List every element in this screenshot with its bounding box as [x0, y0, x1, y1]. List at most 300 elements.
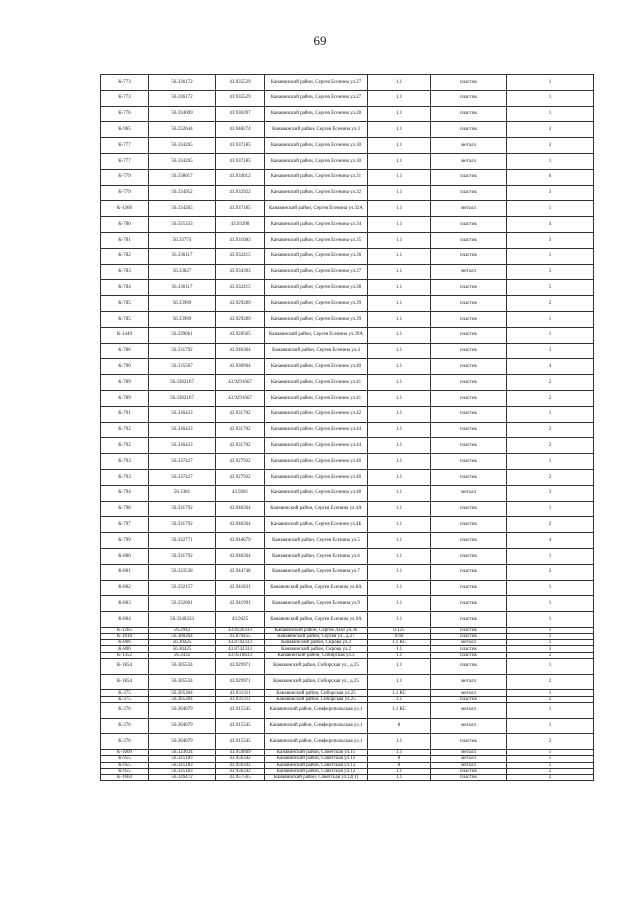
site-code-cell: К-773: [101, 75, 149, 91]
container-material-cell: пластик: [431, 533, 507, 549]
table-row: [101, 327, 594, 343]
container-material-cell: пластик: [431, 106, 507, 122]
longitude-cell: 43.935529: [216, 90, 265, 106]
latitude-cell: 56.334009: [149, 106, 216, 122]
longitude-cell: 43.931683: [216, 232, 265, 248]
latitude-cell: 56.332644: [149, 122, 216, 138]
container-volume-cell: 0.125: [368, 627, 431, 633]
container-volume-cell: 1.1: [368, 138, 431, 154]
container-volume-cell: 1.1: [368, 612, 431, 628]
address-cell: Канавинский район, Сергея Есенина ул.3: [265, 122, 368, 138]
registry-table-body: [101, 75, 594, 781]
address-cell: Канавинский район, Симферопольская ул.1: [265, 702, 368, 718]
site-code-cell: К-789: [101, 375, 149, 391]
latitude-cell: 56.336117: [149, 280, 216, 296]
container-count-cell: 4: [507, 533, 594, 549]
site-code-cell: К-785: [101, 296, 149, 312]
latitude-cell: 56.305534: [149, 674, 216, 690]
table-row: [101, 718, 594, 734]
address-cell: Канавинский район, Сергея Есенина ул.39А: [265, 327, 368, 343]
container-volume-cell: 1.1: [368, 122, 431, 138]
longitude-cell: 43.915545: [216, 734, 265, 750]
table-row: [101, 390, 594, 406]
container-material-cell: металл: [431, 485, 507, 501]
longitude-cell: 43.915545: [216, 702, 265, 718]
container-volume-cell: 0.66: [368, 634, 431, 640]
container-volume-cell: 1.1: [368, 696, 431, 702]
site-code-cell: К-792: [101, 438, 149, 454]
container-count-cell: 1: [507, 580, 594, 596]
container-count-cell: 1: [507, 612, 594, 628]
table-row: [101, 359, 594, 375]
container-count-cell: 1: [507, 756, 594, 762]
table-row: [101, 106, 594, 122]
site-code-cell: К-1854: [101, 658, 149, 674]
site-code-cell: К-777: [101, 153, 149, 169]
latitude-cell: 56.331792: [149, 501, 216, 517]
longitude-cell: 43.93398: [216, 217, 265, 233]
latitude-cell: 56.30425: [149, 646, 216, 652]
site-code-cell: К-955: [101, 756, 149, 762]
container-material-cell: пластик: [431, 75, 507, 91]
container-material-cell: металл: [431, 153, 507, 169]
container-count-cell: 1: [507, 248, 594, 264]
container-volume-cell: 1.1: [368, 232, 431, 248]
container-volume-cell: 1.1: [368, 185, 431, 201]
container-material-cell: пластик: [431, 612, 507, 628]
container-volume-cell: 1.1: [368, 517, 431, 533]
container-material-cell: пластик: [431, 564, 507, 580]
longitude-cell: 43.931702: [216, 438, 265, 454]
longitude-cell: 43.944748: [216, 564, 265, 580]
address-cell: Канавинский район, Симферопольская ул.1: [265, 718, 368, 734]
address-cell: Канавинский район, Сергея Есенина ул.4Б: [265, 517, 368, 533]
container-count-cell: 1: [507, 501, 594, 517]
container-volume-cell: 1.1: [368, 750, 431, 756]
latitude-cell: 56.335333: [149, 217, 216, 233]
container-volume-cell: 1.1: [368, 774, 431, 780]
container-material-cell: пластик: [431, 406, 507, 422]
site-code-cell: К-1664: [101, 774, 149, 780]
latitude-cell: 56.3382167: [149, 390, 216, 406]
container-count-cell: 2: [507, 696, 594, 702]
address-cell: Канавинский район, Сибирская ул.25: [265, 690, 368, 696]
longitude-cell: 43.930964: [216, 359, 265, 375]
address-cell: Канавинский район, Сергея Есенина ул.31: [265, 169, 368, 185]
table-row: [101, 138, 594, 154]
address-cell: Канавинский район, Сергея Есенина ул.5: [265, 533, 368, 549]
longitude-cell: 43.929971: [216, 674, 265, 690]
container-count-cell: 2: [507, 296, 594, 312]
latitude-cell: 56.325183: [149, 768, 216, 774]
container-volume-cell: 1.1: [368, 485, 431, 501]
container-count-cell: 2: [507, 390, 594, 406]
container-material-cell: металл: [431, 718, 507, 734]
longitude-cell: 43.935529: [216, 75, 265, 91]
container-count-cell: 1: [507, 762, 594, 768]
address-cell: Канавинский район, Сергея Есенина ул.37: [265, 264, 368, 280]
longitude-cell: 43.956342: [216, 768, 265, 774]
table-row: [101, 201, 594, 217]
site-code-cell: К-955: [101, 762, 149, 768]
site-code-cell: К-784: [101, 280, 149, 296]
container-count-cell: 1: [507, 90, 594, 106]
table-row: [101, 658, 594, 674]
container-volume-cell: 1.1: [368, 422, 431, 438]
site-code-cell: К-798: [101, 501, 149, 517]
container-volume-cell: 1.1: [368, 201, 431, 217]
site-code-cell: К-802: [101, 580, 149, 596]
latitude-cell: 56.300264: [149, 634, 216, 640]
site-code-cell: К-779: [101, 185, 149, 201]
container-material-cell: металл: [431, 138, 507, 154]
table-row: [101, 517, 594, 533]
container-material-cell: пластик: [431, 375, 507, 391]
latitude-cell: 56.3432: [149, 652, 216, 658]
longitude-cell: 43.931311: [216, 690, 265, 696]
site-code-cell: К-376: [101, 718, 149, 734]
site-code-cell: К-790: [101, 359, 149, 375]
longitude-cell: 43.9518833: [216, 652, 265, 658]
container-count-cell: 2: [507, 564, 594, 580]
address-cell: Канавинский район, Советская ул.12: [265, 762, 368, 768]
latitude-cell: 56.337427: [149, 469, 216, 485]
longitude-cell: 43.956342: [216, 762, 265, 768]
site-code-cell: К-1440: [101, 327, 149, 343]
container-material-cell: пластик: [431, 652, 507, 658]
site-code-cell: К-804: [101, 612, 149, 628]
site-code-cell: К-1285: [101, 627, 149, 633]
container-material-cell: пластик: [431, 646, 507, 652]
latitude-cell: 56.33827: [149, 264, 216, 280]
container-material-cell: пластик: [431, 248, 507, 264]
latitude-cell: 56.336172: [149, 90, 216, 106]
container-volume-cell: 1.1: [368, 169, 431, 185]
latitude-cell: 56.332157: [149, 580, 216, 596]
container-volume-cell: 1.1: [368, 646, 431, 652]
container-material-cell: пластик: [431, 454, 507, 470]
container-count-cell: 1: [507, 596, 594, 612]
container-volume-cell: 1.1: [368, 375, 431, 391]
longitude-cell: 43.9291667: [216, 390, 265, 406]
table-row: [101, 580, 594, 596]
container-volume-cell: 1.1: [368, 596, 431, 612]
address-cell: Канавинский район, Сибирская ул., д.25: [265, 658, 368, 674]
latitude-cell: 56.2942: [149, 627, 216, 633]
container-volume-cell: 8: [368, 762, 431, 768]
latitude-cell: 56.333538: [149, 564, 216, 580]
table-row: [101, 674, 594, 690]
latitude-cell: 56.305304: [149, 696, 216, 702]
site-code-cell: К-1854: [101, 674, 149, 690]
site-code-cell: К-782: [101, 248, 149, 264]
longitude-cell: 43.9425: [216, 612, 265, 628]
latitude-cell: 56.331792: [149, 343, 216, 359]
latitude-cell: 56.335567: [149, 359, 216, 375]
longitude-cell: 43.946364: [216, 517, 265, 533]
container-material-cell: пластик: [431, 596, 507, 612]
site-code-cell: К-376: [101, 734, 149, 750]
address-cell: Канавинский район, Сергея Есенина ул.32А: [265, 201, 368, 217]
container-count-cell: 3: [507, 232, 594, 248]
container-count-cell: 2: [507, 438, 594, 454]
container-count-cell: 1: [507, 75, 594, 91]
container-volume-cell: 1.1: [368, 406, 431, 422]
address-cell: Канавинский район, Сергея Есенина ул.27: [265, 90, 368, 106]
address-cell: Канавинский район, Сирова ул.2: [265, 646, 368, 652]
site-code-cell: К-375: [101, 696, 149, 702]
container-volume-cell: 1.1: [368, 533, 431, 549]
container-material-cell: металл: [431, 756, 507, 762]
container-count-cell: 1: [507, 327, 594, 343]
site-code-cell: К-781: [101, 232, 149, 248]
site-code-cell: К-792: [101, 422, 149, 438]
site-code-cell: К-780: [101, 217, 149, 233]
address-cell: Канавинский район, Советская ул.11: [265, 750, 368, 756]
latitude-cell: 56.3381: [149, 485, 216, 501]
table-row: [101, 264, 594, 280]
container-count-cell: 1: [507, 406, 594, 422]
latitude-cell: 56.326472: [149, 774, 216, 780]
latitude-cell: 56.33969: [149, 296, 216, 312]
latitude-cell: 56.336117: [149, 248, 216, 264]
latitude-cell: 56.3382167: [149, 375, 216, 391]
site-code-cell: К-806: [101, 640, 149, 646]
container-volume-cell: 1.1: [368, 75, 431, 91]
address-cell: Канавинский район, Сибирская ул.25: [265, 696, 368, 702]
site-code-cell: К-1009: [101, 750, 149, 756]
address-cell: Канавинский район, Сибирская ул., д.25: [265, 674, 368, 690]
container-count-cell: 4: [507, 359, 594, 375]
table-row: [101, 485, 594, 501]
longitude-cell: 43.934393: [216, 264, 265, 280]
container-volume-cell: 1.1: [368, 153, 431, 169]
container-material-cell: пластик: [431, 390, 507, 406]
table-row: [101, 533, 594, 549]
longitude-cell: 43.929971: [216, 658, 265, 674]
table-row: [101, 564, 594, 580]
container-material-cell: пластик: [431, 734, 507, 750]
container-volume-cell: 1.1: [368, 327, 431, 343]
container-count-cell: 3: [507, 485, 594, 501]
longitude-cell: 43.957565: [216, 774, 265, 780]
container-volume-cell: 1.1: [368, 264, 431, 280]
table-row: [101, 122, 594, 138]
container-material-cell: пластик: [431, 185, 507, 201]
address-cell: Канавинский район, Сергея Есенина ул.41: [265, 375, 368, 391]
longitude-cell: 43.937185: [216, 153, 265, 169]
longitude-cell: 43.929289: [216, 296, 265, 312]
longitude-cell: 43.932922: [216, 185, 265, 201]
longitude-cell: 43.9281: [216, 485, 265, 501]
address-cell: Канавинский район, Сергея Лазо ул.36: [265, 627, 368, 633]
latitude-cell: 56.305304: [149, 690, 216, 696]
site-code-cell: К-376: [101, 702, 149, 718]
container-volume-cell: 1.1: [368, 658, 431, 674]
container-count-cell: 3: [507, 343, 594, 359]
longitude-cell: 43.927932: [216, 454, 265, 470]
longitude-cell: 43.932415: [216, 280, 265, 296]
container-volume-cell: 1.1: [368, 580, 431, 596]
latitude-cell: 56.325183: [149, 762, 216, 768]
site-code-cell: К-779: [101, 169, 149, 185]
site-code-cell: К-793: [101, 469, 149, 485]
latitude-cell: 56.336423: [149, 438, 216, 454]
longitude-cell: 43.941991: [216, 596, 265, 612]
latitude-cell: 56.304079: [149, 702, 216, 718]
site-code-cell: К-785: [101, 311, 149, 327]
longitude-cell: 43.934012: [216, 169, 265, 185]
address-cell: Канавинский район, Сергея Есенина ул.8А: [265, 580, 368, 596]
container-material-cell: пластик: [431, 696, 507, 702]
table-row: [101, 185, 594, 201]
address-cell: Канавинский район, Сибирская ул.3: [265, 652, 368, 658]
container-volume-cell: 1.1: [368, 548, 431, 564]
container-material-cell: пластик: [431, 343, 507, 359]
site-code-cell: К-965: [101, 122, 149, 138]
latitude-cell: 56.339061: [149, 327, 216, 343]
container-material-cell: пластик: [431, 627, 507, 633]
longitude-cell: 43.8742333: [216, 646, 265, 652]
latitude-cell: 56.305534: [149, 658, 216, 674]
site-code-cell: К-800: [101, 548, 149, 564]
container-count-cell: 1: [507, 106, 594, 122]
longitude-cell: 43.931702: [216, 406, 265, 422]
container-volume-cell: 1.1: [368, 296, 431, 312]
container-material-cell: пластик: [431, 517, 507, 533]
container-volume-cell: 1.1: [368, 734, 431, 750]
container-material-cell: металл: [431, 702, 507, 718]
registry-table: [100, 74, 594, 781]
container-material-cell: пластик: [431, 634, 507, 640]
container-count-cell: 2: [507, 734, 594, 750]
latitude-cell: 56.334265: [149, 201, 216, 217]
site-code-cell: К-786: [101, 343, 149, 359]
container-volume-cell: 1.1: [368, 652, 431, 658]
longitude-cell: 43.931702: [216, 422, 265, 438]
address-cell: Канавинский район, Сергея Есенина ул.40: [265, 359, 368, 375]
table-row: [101, 406, 594, 422]
address-cell: Канавинский район, Сергея Есенина ул.28: [265, 106, 368, 122]
latitude-cell: 56.3346333: [149, 612, 216, 628]
table-row: [101, 774, 594, 780]
container-material-cell: пластик: [431, 469, 507, 485]
container-count-cell: 3: [507, 185, 594, 201]
container-material-cell: металл: [431, 762, 507, 768]
address-cell: Канавинский район, Советская ул.12: [265, 768, 368, 774]
address-cell: Канавинский район, Сергея Есенина ул.34: [265, 217, 368, 233]
container-count-cell: 1: [507, 750, 594, 756]
address-cell: Канавинский район, Сергея Есенина ул.36: [265, 248, 368, 264]
address-cell: Канавинский район, Сергея Есенина ул.38: [265, 280, 368, 296]
address-cell: Канавинский район, Сергея Есенина ул.32: [265, 185, 368, 201]
container-count-cell: 1: [507, 658, 594, 674]
address-cell: Канавинский район, Сергея Есенина ул.39: [265, 296, 368, 312]
container-count-cell: 2: [507, 422, 594, 438]
table-row: [101, 548, 594, 564]
latitude-cell: 56.304079: [149, 718, 216, 734]
table-row: [101, 702, 594, 718]
address-cell: Канавинский район, Сергея Есенина ул.4: [265, 343, 368, 359]
container-volume-cell: 1.1 КС: [368, 702, 431, 718]
site-code-cell: К-1818: [101, 634, 149, 640]
longitude-cell: 43.929289: [216, 311, 265, 327]
container-material-cell: пластик: [431, 169, 507, 185]
latitude-cell: 56.331792: [149, 517, 216, 533]
container-count-cell: 4: [507, 217, 594, 233]
site-code-cell: К-797: [101, 517, 149, 533]
address-cell: Канавинский район, Сергея Есенина ул.30: [265, 153, 368, 169]
container-material-cell: пластик: [431, 580, 507, 596]
table-row: [101, 596, 594, 612]
table-row: [101, 422, 594, 438]
container-material-cell: металл: [431, 690, 507, 696]
longitude-cell: 43.946364: [216, 548, 265, 564]
address-cell: Канавинский район, Сергея Есенина ул.46: [265, 469, 368, 485]
longitude-cell: 43.948274: [216, 122, 265, 138]
latitude-cell: 56.334952: [149, 185, 216, 201]
container-volume-cell: 1.1: [368, 248, 431, 264]
longitude-cell: 43.937185: [216, 138, 265, 154]
container-volume-cell: 1.1 КС: [368, 640, 431, 646]
longitude-cell: 43.928565: [216, 327, 265, 343]
container-count-cell: 2: [507, 674, 594, 690]
site-code-cell: К-955: [101, 768, 149, 774]
site-code-cell: К-789: [101, 390, 149, 406]
latitude-cell: 56.332601: [149, 596, 216, 612]
container-count-cell: 6: [507, 169, 594, 185]
container-material-cell: металл: [431, 201, 507, 217]
longitude-cell: 43.944679: [216, 533, 265, 549]
container-volume-cell: 1.1: [368, 90, 431, 106]
container-volume-cell: 1.1 КС: [368, 690, 431, 696]
container-count-cell: 2: [507, 652, 594, 658]
container-material-cell: пластик: [431, 422, 507, 438]
site-code-cell: К-794: [101, 485, 149, 501]
table-row: [101, 296, 594, 312]
longitude-cell: 43.941831: [216, 580, 265, 596]
table-row: [101, 469, 594, 485]
container-count-cell: 1: [507, 311, 594, 327]
latitude-cell: 56.336423: [149, 406, 216, 422]
address-cell: Канавинский район, Сергея Есенина ул.41: [265, 390, 368, 406]
container-volume-cell: 1.1: [368, 311, 431, 327]
table-row: [101, 90, 594, 106]
table-row: [101, 454, 594, 470]
address-cell: Канавинский район, Сергея Есенина ул.6: [265, 548, 368, 564]
latitude-cell: 56.338017: [149, 169, 216, 185]
container-volume-cell: 1.1: [368, 359, 431, 375]
container-material-cell: пластик: [431, 122, 507, 138]
site-code-cell: К-1366: [101, 201, 149, 217]
container-material-cell: металл: [431, 750, 507, 756]
table-row: [101, 375, 594, 391]
site-code-cell: К-773: [101, 90, 149, 106]
container-material-cell: пластик: [431, 359, 507, 375]
address-cell: Канавинский район, Сергея Есенина ул.42: [265, 406, 368, 422]
longitude-cell: 43.876455: [216, 634, 265, 640]
container-volume-cell: 1.1: [368, 217, 431, 233]
latitude-cell: 56.33969: [149, 311, 216, 327]
longitude-cell: 43.946364: [216, 501, 265, 517]
container-count-cell: 2: [507, 517, 594, 533]
container-material-cell: пластик: [431, 217, 507, 233]
container-material-cell: пластик: [431, 280, 507, 296]
longitude-cell: 43.931311: [216, 696, 265, 702]
container-count-cell: 1: [507, 690, 594, 696]
address-cell: Канавинский район, Сергея Есенина ул.7: [265, 564, 368, 580]
site-code-cell: К-806: [101, 646, 149, 652]
